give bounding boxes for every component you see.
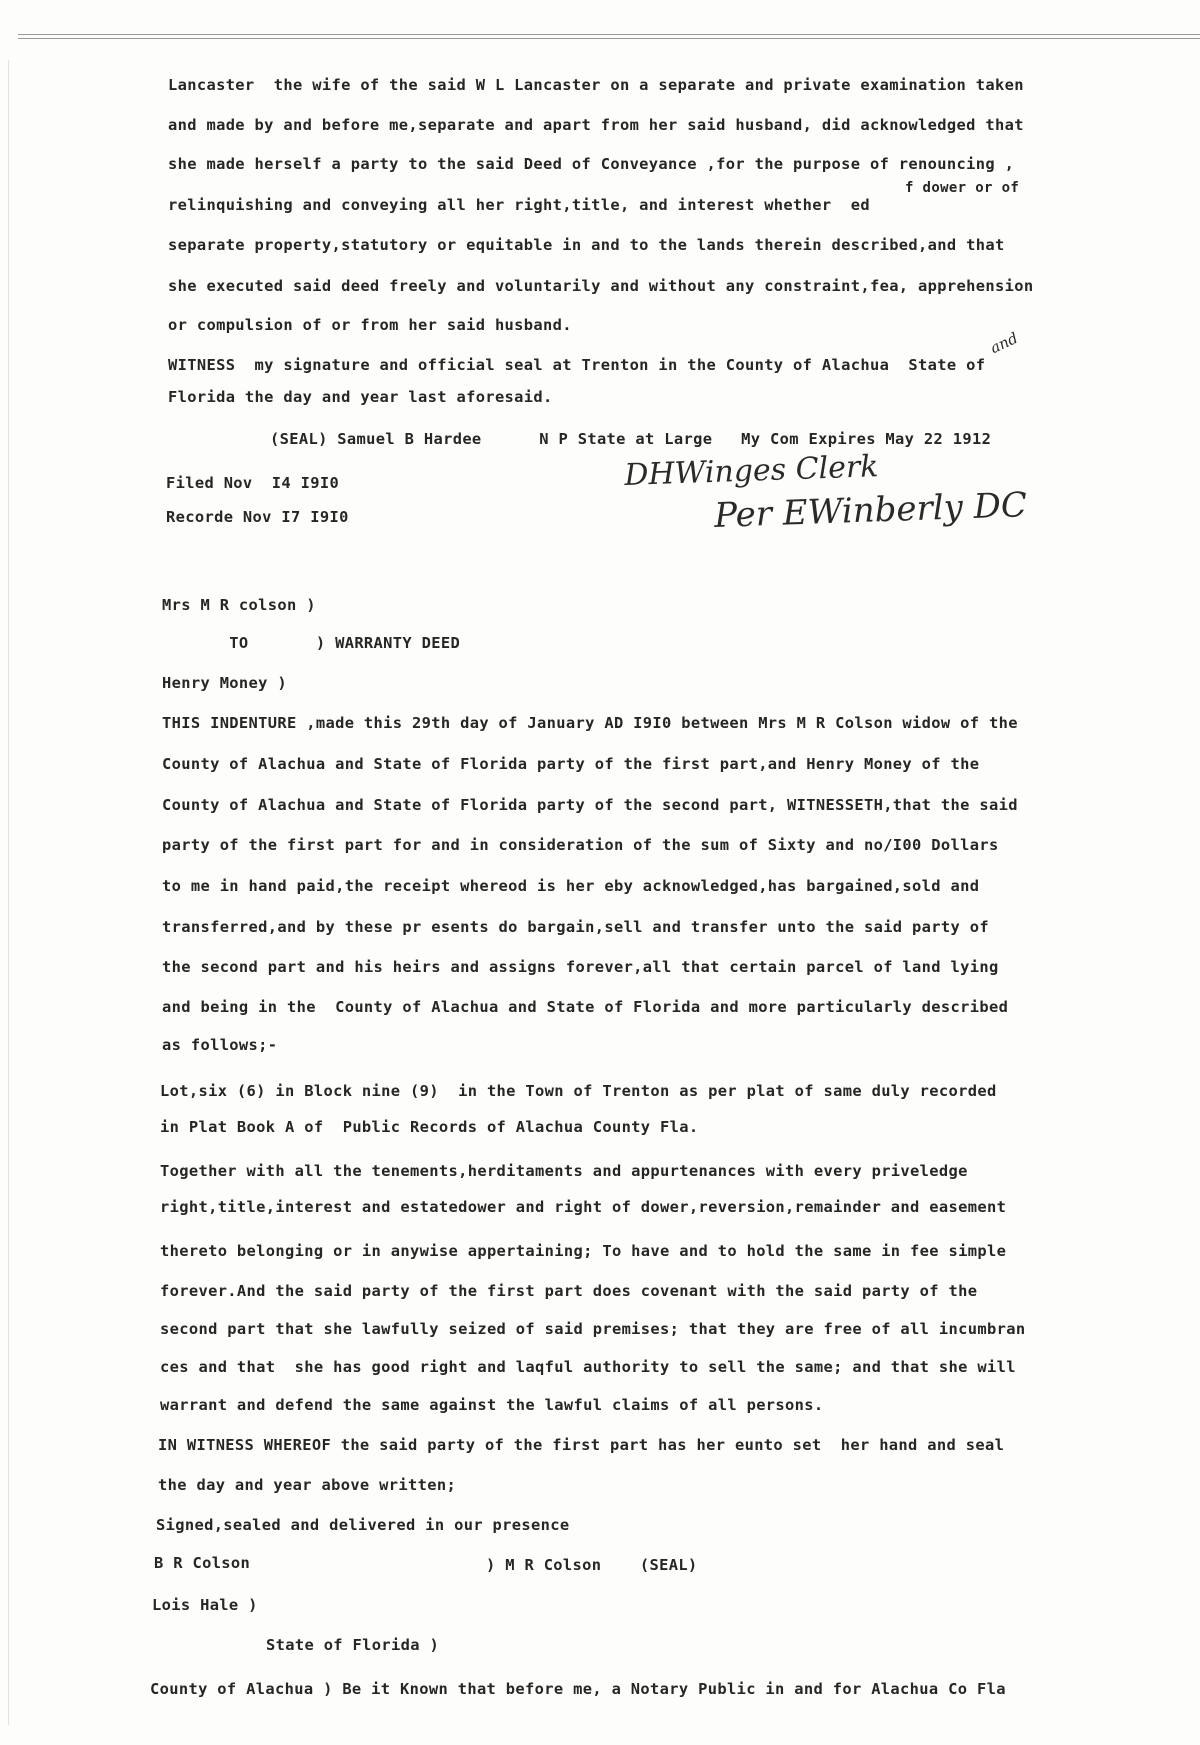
deed-line: thereto belonging or in anywise appertaining; To have and to hold the same in fee simple xyxy=(160,1242,1007,1260)
acknowledgment-state: State of Florida ) xyxy=(266,1636,440,1654)
notary-seal-line: (SEAL) Samuel B Hardee N P State at Large My Com Expires May 22 1912 xyxy=(270,430,992,448)
deed-line: ces and that she has good right and laqful authority to sell the same; and that she will xyxy=(160,1358,1016,1376)
deed-line: Lot,six (6) in Block nine (9) in the Town of Trenton as per plat of same duly recorded xyxy=(160,1082,997,1100)
clerk-signature: DHWinges Clerk xyxy=(623,449,880,493)
page-edge-line xyxy=(18,34,1200,35)
witness-name: Lois Hale ) xyxy=(152,1596,258,1614)
notary-line: separate property,statutory or equitable in and to the lands therein described,and that xyxy=(168,236,1005,254)
deputy-clerk-signature: Per EWinberly DC xyxy=(713,485,1028,536)
deed-line: in Plat Book A of Public Records of Alachua County Fla. xyxy=(160,1118,699,1136)
deed-line: County of Alachua and State of Florida party of the first part,and Henry Money of the xyxy=(162,755,980,773)
page-edge-line xyxy=(18,38,1200,39)
deed-line: forever.And the said party of the first part does covenant with the said party of the xyxy=(160,1282,978,1300)
deed-line: the second part and his heirs and assigns forever,all that certain parcel of land lying xyxy=(162,958,999,976)
notary-line: Lancaster the wife of the said W L Lancaster on a separate and private examination taken xyxy=(168,76,1024,94)
deed-line: Together with all the tenements,herditaments and appurtenances with every priveledge xyxy=(160,1162,968,1180)
grantor-signature: ) M R Colson (SEAL) xyxy=(486,1556,698,1574)
notary-line: Florida the day and year last aforesaid. xyxy=(168,388,553,406)
deed-line: THIS INDENTURE ,made this 29th day of January AD I9I0 between Mrs M R Colson widow of the xyxy=(162,714,1018,732)
deed-line: as follows;- xyxy=(162,1036,278,1054)
recorded-date: Recorde Nov I7 I9I0 xyxy=(166,508,349,526)
deed-caption-title: TO ) WARRANTY DEED xyxy=(162,634,461,652)
deed-caption-grantor: Mrs M R colson ) xyxy=(162,596,316,614)
deed-line: and being in the County of Alachua and State of Florida and more particularly described xyxy=(162,998,1009,1016)
page-left-edge xyxy=(8,60,9,1725)
deed-line: party of the first part for and in consideration of the sum of Sixty and no/I00 Dollars xyxy=(162,836,999,854)
notary-line: and made by and before me,separate and apart from her said husband, did acknowledged that xyxy=(168,116,1024,134)
witness-name: B R Colson xyxy=(154,1554,251,1572)
handwritten-insertion: and xyxy=(987,328,1021,358)
notary-line: relinquishing and conveying all her right,title, and interest whether ed xyxy=(168,196,870,214)
deed-line: Signed,sealed and delivered in our presence xyxy=(156,1516,570,1534)
deed-line: IN WITNESS WHEREOF the said party of the first part has her eunto set her hand and seal xyxy=(158,1436,1005,1454)
notary-line-interlineation: f dower or of xyxy=(905,180,1020,196)
notary-line: she executed said deed freely and voluntarily and without any constraint,fea, apprehension xyxy=(168,277,1034,295)
notary-line: she made herself a party to the said Deed of Conveyance ,for the purpose of renouncing , xyxy=(168,155,1015,173)
notary-line: or compulsion of or from her said husband. xyxy=(168,316,572,334)
filed-date: Filed Nov I4 I9I0 xyxy=(166,474,340,492)
deed-line: transferred,and by these pr esents do bargain,sell and transfer unto the said party of xyxy=(162,918,989,936)
deed-line: the day and year above written; xyxy=(158,1476,457,1494)
deed-caption-grantee: Henry Money ) xyxy=(162,674,288,692)
deed-line: to me in hand paid,the receipt whereod is her eby acknowledged,has bargained,sold and xyxy=(162,877,980,895)
deed-line: second part that she lawfully seized of said premises; that they are free of all incumbran xyxy=(160,1320,1026,1338)
notary-line: WITNESS my signature and official seal at Trenton in the County of Alachua State of xyxy=(168,356,986,374)
acknowledgment-county: County of Alachua ) Be it Known that before me, a Notary Public in and for Alachua Co Fla xyxy=(150,1680,1006,1698)
deed-line: County of Alachua and State of Florida party of the second part, WITNESSETH,that the said xyxy=(162,796,1018,814)
deed-line: right,title,interest and estatedower and right of dower,reversion,remainder and easement xyxy=(160,1198,1007,1216)
deed-line: warrant and defend the same against the lawful claims of all persons. xyxy=(160,1396,824,1414)
